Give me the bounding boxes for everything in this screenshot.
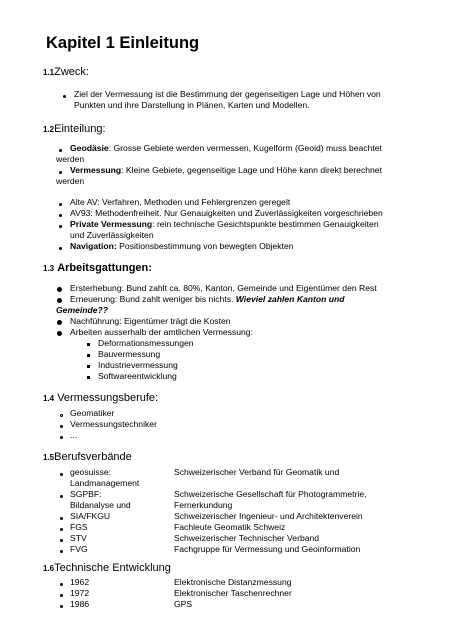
- text-line: Gemeinde??: [56, 305, 109, 315]
- text: : rein technische Gesichtspunkte bestimmen Genauigkeiten: [152, 219, 379, 229]
- section-number: 1.4: [43, 394, 55, 403]
- section-1-2-heading: [43, 123, 106, 135]
- sub-item: Bauvermessung: [98, 349, 161, 359]
- text: : Grosse Gebiete werden vermessen, Kugelform (Geoid) muss beachtet: [108, 143, 382, 153]
- org-abbrev-cont: Landmanagement: [70, 478, 140, 488]
- org-name: Schweizerische Gesellschaft für Photogrammetrie,: [174, 489, 367, 499]
- text: Positionsbestimmung von bewegten Objekten: [116, 241, 294, 251]
- org-abbrev: SGPBF:: [70, 489, 102, 499]
- section-title: Berufsverbände: [54, 451, 132, 463]
- section-1-6-heading: [43, 562, 171, 574]
- section-1-1-heading: [43, 66, 89, 78]
- square-bullet-icon: [87, 343, 90, 346]
- bullet-dot-icon: [60, 539, 63, 542]
- org-abbrev: SIA/FKGU: [70, 511, 111, 521]
- bullet-dot-icon: [60, 528, 63, 531]
- bullet-dot-icon: [60, 550, 63, 553]
- text: Erneuerung: Bund zahlt weniger bis nichts.: [70, 294, 236, 304]
- section-number: 1.6: [43, 564, 55, 573]
- org-abbrev: STV: [70, 533, 87, 543]
- org-name: Fachgruppe für Vermessung und Geoinformation: [174, 544, 361, 554]
- square-bullet-icon: [87, 354, 90, 357]
- section-title: Vermessungsberufe:: [57, 392, 159, 404]
- bullet-dot-icon: [60, 436, 63, 439]
- bullet-dot-icon: [59, 247, 62, 250]
- list-item: [70, 219, 379, 230]
- section-title: Technische Entwicklung: [54, 562, 171, 574]
- bullet-dot-icon: [60, 594, 63, 597]
- text-line: Punkten und ihre Darstellung in Plänen, Karten und Modellen.: [74, 100, 310, 110]
- sub-item: Deformationsmessungen: [98, 338, 194, 348]
- section-1-3-heading: [43, 262, 152, 274]
- question: Wieviel zahlen Kanton und: [235, 294, 345, 304]
- term: Geodäsie: [70, 143, 109, 153]
- bullet-dot-icon: [60, 473, 63, 476]
- term: Private Vermessung: [70, 219, 153, 229]
- bullet-dot-icon: [60, 583, 63, 586]
- chapter-title: Kapitel 1 Einleitung: [46, 34, 200, 52]
- text-line: werden: [56, 154, 85, 164]
- term: Navigation:: [70, 241, 117, 251]
- text-line: Ziel der Vermessung ist die Bestimmung der gegenseitigen Lage und Höhen von: [74, 89, 381, 99]
- bullet-dot-icon: [63, 95, 66, 98]
- year: 1986: [70, 599, 90, 609]
- org-name-cont: Fernerkundung: [174, 500, 233, 510]
- section-number: 1.5: [43, 453, 55, 462]
- bullet-dot-icon: [59, 214, 62, 217]
- org-name: Schweizerischer Ingenieur- und Architektenverein: [174, 511, 363, 521]
- section-number: 1.1: [43, 68, 55, 77]
- bullet-dot-icon: [60, 425, 63, 428]
- section-1-5-heading: [43, 451, 132, 463]
- org-name: Schweizerischer Verband für Geomatik und: [174, 467, 340, 477]
- list-item: [70, 165, 382, 176]
- section-number: 1.2: [43, 125, 55, 134]
- org-abbrev-cont: Bildanalyse und: [70, 500, 131, 510]
- circle-bullet-icon: [60, 414, 63, 417]
- org-name: Fachleute Geomatik Schweiz: [174, 522, 286, 532]
- bullet-dot-icon: [59, 225, 62, 228]
- square-bullet-icon: [87, 376, 90, 379]
- year: 1962: [70, 577, 90, 587]
- list-item: [70, 294, 345, 305]
- bullet-dot-icon: [60, 605, 63, 608]
- sub-item: Softwareentwicklung: [98, 371, 177, 381]
- list-item: Alte AV: Verfahren, Methoden und Fehlergrenzen geregelt: [70, 197, 291, 207]
- bullet-dot-icon: [57, 298, 62, 303]
- bullet-dot-icon: [59, 149, 62, 152]
- section-1-4-heading: [43, 392, 158, 404]
- term: Vermessung: [70, 165, 122, 175]
- year: 1972: [70, 588, 90, 598]
- bullet-dot-icon: [57, 320, 62, 325]
- text-line: und Zuverlässigkeiten: [70, 230, 154, 240]
- bullet-dot-icon: [59, 203, 62, 206]
- list-item: AV93: Methodenfreiheit. Nur Genauigkeiten und Zuverlässigkeiten vorgeschrieben: [70, 208, 383, 218]
- milestone: Elektronische Distanzmessung: [174, 577, 292, 587]
- sub-item: Industrievermessung: [98, 360, 178, 370]
- list-item: [70, 241, 294, 252]
- bullet-dot-icon: [59, 171, 62, 174]
- list-item: ...: [70, 430, 78, 440]
- section-number: 1.3: [43, 264, 55, 273]
- bullet-dot-icon: [60, 517, 63, 520]
- bullet-dot-icon: [57, 287, 62, 292]
- list-item: Arbeiten ausserhalb der amtlichen Vermessung:: [70, 327, 253, 337]
- milestone: Elektronischer Taschenrechner: [174, 588, 292, 598]
- section-title: Zweck:: [54, 66, 89, 78]
- org-abbrev: geosuisse:: [70, 467, 112, 477]
- square-bullet-icon: [87, 365, 90, 368]
- list-item: Vermessungstechniker: [70, 419, 157, 429]
- bullet-dot-icon: [60, 495, 63, 498]
- list-item: Nachführung: Eigentümer trägt die Kosten: [70, 316, 231, 326]
- milestone: GPS: [174, 599, 193, 609]
- org-abbrev: FGS: [70, 522, 88, 532]
- list-item: Ersterhebung: Bund zahlt ca. 80%, Kanton, Gemeinde und Eigentümer den Rest: [70, 283, 377, 293]
- list-item: Geomatiker: [70, 408, 115, 418]
- section-title: Arbeitsgattungen:: [57, 262, 152, 274]
- text-line: werden: [56, 176, 85, 186]
- text: : Kleine Gebiete, gegenseitige Lage und Höhe kann direkt berechnet: [121, 165, 382, 175]
- section-title: Einteilung:: [54, 123, 106, 135]
- org-name: Schweizerischer Technischer Verband: [174, 533, 320, 543]
- org-abbrev: FVG: [70, 544, 88, 554]
- list-item: [70, 143, 382, 154]
- bullet-dot-icon: [57, 331, 62, 336]
